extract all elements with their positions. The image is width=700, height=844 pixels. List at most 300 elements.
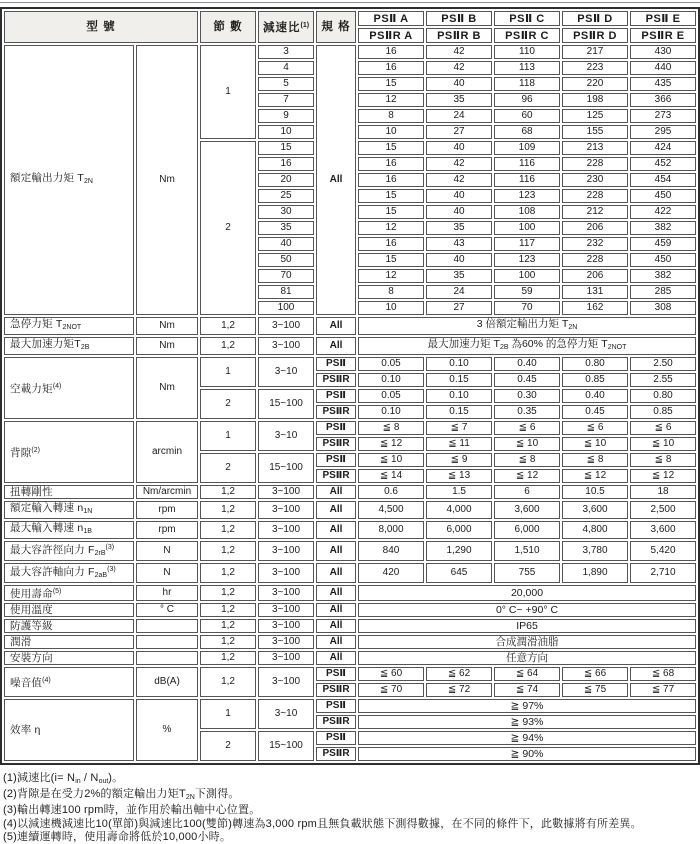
spec-cell: PSⅡR xyxy=(316,683,356,697)
value-span-cell: 最大加速力矩 $T_{2B}$ 為60% 的急停力矩 $T_{2NOT}$ xyxy=(358,337,696,355)
value-cell: 1,290 xyxy=(426,541,492,561)
stage-cell: 1,2 xyxy=(200,563,256,583)
value-cell: 40 xyxy=(426,253,492,267)
value-cell: 206 xyxy=(562,221,628,235)
stage-cell: 1,2 xyxy=(200,317,256,335)
value-cell: 40 xyxy=(426,141,492,155)
value-span-cell: ≧ 97% xyxy=(358,699,696,713)
value-cell: 0.10 xyxy=(426,389,492,403)
unit-cell: arcmin xyxy=(136,421,198,483)
param-label: 最大輸入轉速 $n_{1B}$ xyxy=(4,521,134,539)
param-label: 空載力矩$^{(4)}$ xyxy=(4,357,134,419)
value-cell: 0.10 xyxy=(358,373,424,387)
value-cell: 155 xyxy=(562,125,628,139)
ratio-cell: 10 xyxy=(258,125,314,139)
value-cell: 42 xyxy=(426,157,492,171)
spec-sheet-page xyxy=(0,2,700,844)
value-cell: 0.15 xyxy=(426,373,492,387)
param-label: 最大加速力矩$T_{2B}$ xyxy=(4,337,134,355)
value-cell: ≦ 60 xyxy=(358,667,424,681)
ratio-cell: 3~100 xyxy=(258,563,314,583)
value-cell: 10 xyxy=(358,125,424,139)
value-cell: 123 xyxy=(494,253,560,267)
value-span-cell: 3 倍額定輸出力矩 $T_{2N}$ xyxy=(358,317,696,335)
column-header: 型 號 xyxy=(4,11,198,43)
spec-table xyxy=(2,9,698,763)
spec-cell: PSⅡR xyxy=(316,405,356,419)
param-label: 效率 η xyxy=(4,699,134,761)
footnote: (4)以減速機減速比10(單節)與減速比100(雙節)轉速為3,000 rpm且無負載狀態下測得數據，在不同的條件下，此數據將有所差異。 xyxy=(3,817,642,830)
param-label: 使用壽命$^{(5)}$ xyxy=(4,585,134,601)
value-cell: 223 xyxy=(562,61,628,75)
value-cell: 15 xyxy=(358,253,424,267)
unit-cell: Nm xyxy=(136,337,198,355)
table-row xyxy=(4,421,696,435)
value-span-cell: IP65 xyxy=(358,619,696,633)
value-cell: 2,710 xyxy=(630,563,696,583)
value-cell: 96 xyxy=(494,93,560,107)
value-cell: 10 xyxy=(358,301,424,315)
value-cell: ≦ 10 xyxy=(562,437,628,451)
value-cell: 109 xyxy=(494,141,560,155)
unit-cell: ° C xyxy=(136,603,198,617)
value-cell: 1,890 xyxy=(562,563,628,583)
value-cell: 308 xyxy=(630,301,696,315)
spec-cell: All xyxy=(316,603,356,617)
spec-cell: All xyxy=(316,541,356,561)
model-header: PSⅡR D xyxy=(562,28,628,43)
value-cell: 27 xyxy=(426,125,492,139)
ratio-cell: 4 xyxy=(258,61,314,75)
ratio-cell: 15 xyxy=(258,141,314,155)
spec-cell: PSⅡ xyxy=(316,731,356,745)
value-cell: 645 xyxy=(426,563,492,583)
unit-cell: % xyxy=(136,699,198,761)
ratio-cell: 3~10 xyxy=(258,357,314,387)
value-cell: 42 xyxy=(426,173,492,187)
value-cell: 43 xyxy=(426,237,492,251)
spec-cell: All xyxy=(316,521,356,539)
value-cell: ≦ 9 xyxy=(426,453,492,467)
stage-cell: 1,2 xyxy=(200,651,256,665)
value-cell: 4,800 xyxy=(562,521,628,539)
column-header: 規 格 xyxy=(316,11,356,43)
value-cell: 430 xyxy=(630,45,696,59)
value-cell: 382 xyxy=(630,269,696,283)
table-row xyxy=(4,651,696,665)
value-cell: 435 xyxy=(630,77,696,91)
value-cell: 0.15 xyxy=(426,405,492,419)
stage-cell: 1 xyxy=(200,421,256,451)
ratio-cell: 3~100 xyxy=(258,501,314,519)
stage-cell: 1,2 xyxy=(200,501,256,519)
value-cell: 228 xyxy=(562,189,628,203)
spec-cell: PSⅡ xyxy=(316,421,356,435)
value-span-cell: ≧ 93% xyxy=(358,715,696,729)
ratio-cell: 5 xyxy=(258,77,314,91)
spec-cell: All xyxy=(316,619,356,633)
spec-cell: PSⅡ xyxy=(316,667,356,681)
value-cell: 3,600 xyxy=(562,501,628,519)
spec-cell: PSⅡR xyxy=(316,715,356,729)
value-cell: 70 xyxy=(494,301,560,315)
value-cell: ≦ 74 xyxy=(494,683,560,697)
value-cell: 117 xyxy=(494,237,560,251)
top-rule-divider xyxy=(0,2,700,3)
ratio-cell: 3~100 xyxy=(258,485,314,499)
footnote: (2)背隙是在受力2%的額定輸出力矩$T_{2N}$下測得。 xyxy=(3,788,240,802)
value-cell: 0.85 xyxy=(562,373,628,387)
value-cell: ≦ 64 xyxy=(494,667,560,681)
ratio-cell: 3~100 xyxy=(258,317,314,335)
value-cell: 212 xyxy=(562,205,628,219)
table-row xyxy=(4,619,696,633)
ratio-cell: 3~100 xyxy=(258,635,314,649)
stage-cell: 1,2 xyxy=(200,585,256,601)
value-cell: 16 xyxy=(358,45,424,59)
value-cell: 131 xyxy=(562,285,628,299)
table-row xyxy=(4,357,696,371)
column-header: 減速比$^{(1)}$ xyxy=(258,11,314,43)
model-header: PSⅡ D xyxy=(562,11,628,26)
value-cell: 59 xyxy=(494,285,560,299)
value-cell: 100 xyxy=(494,221,560,235)
value-cell: 113 xyxy=(494,61,560,75)
ratio-cell: 30 xyxy=(258,205,314,219)
value-cell: 450 xyxy=(630,189,696,203)
stage-cell: 1,2 xyxy=(200,635,256,649)
value-cell: ≦ 13 xyxy=(426,469,492,483)
value-cell: 3,780 xyxy=(562,541,628,561)
ratio-cell: 16 xyxy=(258,157,314,171)
value-cell: 420 xyxy=(358,563,424,583)
value-cell: 12 xyxy=(358,221,424,235)
param-label: 扭轉剛性 xyxy=(4,485,134,499)
ratio-cell: 3~100 xyxy=(258,521,314,539)
stage-cell: 1,2 xyxy=(200,603,256,617)
value-cell: 24 xyxy=(426,285,492,299)
value-cell: 452 xyxy=(630,157,696,171)
value-cell: 0.10 xyxy=(358,405,424,419)
ratio-cell: 35 xyxy=(258,221,314,235)
value-cell: 12 xyxy=(358,93,424,107)
value-cell: 0.85 xyxy=(630,405,696,419)
spec-cell: PSⅡR xyxy=(316,437,356,451)
stage-cell: 2 xyxy=(200,141,256,315)
model-header: PSⅡR E xyxy=(630,28,696,43)
stage-cell: 2 xyxy=(200,453,256,483)
value-cell: ≦ 8 xyxy=(630,453,696,467)
value-cell: 228 xyxy=(562,253,628,267)
value-cell: 454 xyxy=(630,173,696,187)
value-cell: ≦ 8 xyxy=(358,421,424,435)
value-cell: ≦ 62 xyxy=(426,667,492,681)
value-cell: 230 xyxy=(562,173,628,187)
param-label: 急停力矩 $T_{2NOT}$ xyxy=(4,317,134,335)
ratio-cell: 3~100 xyxy=(258,337,314,355)
value-cell: 16 xyxy=(358,157,424,171)
value-cell: 162 xyxy=(562,301,628,315)
spec-cell: All xyxy=(316,635,356,649)
ratio-cell: 9 xyxy=(258,109,314,123)
spec-table-body xyxy=(4,11,696,761)
value-cell: ≦ 68 xyxy=(630,667,696,681)
ratio-cell: 7 xyxy=(258,93,314,107)
table-row xyxy=(4,541,696,561)
stage-cell: 1,2 xyxy=(200,619,256,633)
ratio-cell: 70 xyxy=(258,269,314,283)
value-cell: 110 xyxy=(494,45,560,59)
ratio-cell: 3~100 xyxy=(258,603,314,617)
value-cell: 0.80 xyxy=(630,389,696,403)
param-label: 潤滑 xyxy=(4,635,134,649)
table-row xyxy=(4,603,696,617)
table-row xyxy=(4,337,696,355)
spec-cell: PSⅡR xyxy=(316,469,356,483)
value-cell: 0.80 xyxy=(562,357,628,371)
value-cell: 15 xyxy=(358,189,424,203)
value-cell: 15 xyxy=(358,141,424,155)
value-cell: 459 xyxy=(630,237,696,251)
param-label: 防護等級 xyxy=(4,619,134,633)
table-row xyxy=(4,317,696,335)
unit-cell: Nm/arcmin xyxy=(136,485,198,499)
value-cell: 4,000 xyxy=(426,501,492,519)
param-label: 最大容許徑向力 $F_{2rB}^{(3)}$ xyxy=(4,541,134,561)
value-cell: 40 xyxy=(426,77,492,91)
value-cell: ≦ 70 xyxy=(358,683,424,697)
ratio-cell: 81 xyxy=(258,285,314,299)
table-row xyxy=(4,501,696,519)
unit-cell xyxy=(136,651,198,665)
value-cell: 16 xyxy=(358,173,424,187)
value-cell: ≦ 66 xyxy=(562,667,628,681)
model-header: PSⅡ C xyxy=(494,11,560,26)
value-cell: 108 xyxy=(494,205,560,219)
value-cell: 2,500 xyxy=(630,501,696,519)
value-cell: 27 xyxy=(426,301,492,315)
value-cell: 2.50 xyxy=(630,357,696,371)
value-cell: 8 xyxy=(358,285,424,299)
value-cell: 4,500 xyxy=(358,501,424,519)
value-cell: 285 xyxy=(630,285,696,299)
ratio-cell: 3~100 xyxy=(258,667,314,697)
value-cell: 8,000 xyxy=(358,521,424,539)
value-cell: 424 xyxy=(630,141,696,155)
value-cell: 40 xyxy=(426,205,492,219)
value-cell: 366 xyxy=(630,93,696,107)
value-cell: ≦ 14 xyxy=(358,469,424,483)
model-header: PSⅡ E xyxy=(630,11,696,26)
unit-cell xyxy=(136,619,198,633)
value-cell: 24 xyxy=(426,109,492,123)
value-cell: ≦ 10 xyxy=(630,437,696,451)
footnotes xyxy=(0,765,700,844)
ratio-cell: 100 xyxy=(258,301,314,315)
spec-cell: All xyxy=(316,337,356,355)
ratio-cell: 40 xyxy=(258,237,314,251)
stage-cell: 1,2 xyxy=(200,485,256,499)
value-cell: 228 xyxy=(562,157,628,171)
ratio-cell: 3~100 xyxy=(258,541,314,561)
value-cell: 118 xyxy=(494,77,560,91)
spec-cell: PSⅡ xyxy=(316,389,356,403)
value-cell: 35 xyxy=(426,93,492,107)
value-cell: ≦ 6 xyxy=(494,421,560,435)
ratio-cell: 3~100 xyxy=(258,619,314,633)
unit-cell: N xyxy=(136,541,198,561)
param-label: 背隙$^{(2)}$ xyxy=(4,421,134,483)
table-row xyxy=(4,521,696,539)
value-cell: 15 xyxy=(358,77,424,91)
value-cell: ≦ 8 xyxy=(562,453,628,467)
value-cell: 0.30 xyxy=(494,389,560,403)
footnote: (3)輸出轉速100 rpm時，並作用於輸出軸中心位置。 xyxy=(3,804,261,817)
ratio-cell: 3~10 xyxy=(258,421,314,451)
table-row xyxy=(4,635,696,649)
footnote: (1)減速比$(i= N_{in} / N_{out})$。 xyxy=(3,772,124,785)
value-cell: 3,600 xyxy=(630,521,696,539)
value-cell: ≦ 6 xyxy=(630,421,696,435)
ratio-cell: 3 xyxy=(258,45,314,59)
ratio-cell: 3~10 xyxy=(258,699,314,729)
unit-cell: rpm xyxy=(136,521,198,539)
spec-cell: All xyxy=(316,563,356,583)
spec-cell: All xyxy=(316,485,356,499)
stage-cell: 1,2 xyxy=(200,337,256,355)
ratio-cell: 3~100 xyxy=(258,585,314,601)
unit-cell: dB(A) xyxy=(136,667,198,697)
value-cell: 0.45 xyxy=(494,373,560,387)
unit-cell: hr xyxy=(136,585,198,601)
value-cell: 1.5 xyxy=(426,485,492,499)
value-cell: 0.05 xyxy=(358,357,424,371)
value-cell: ≦ 10 xyxy=(358,453,424,467)
spec-cell: PSⅡR xyxy=(316,747,356,761)
table-row xyxy=(4,699,696,713)
value-cell: 40 xyxy=(426,189,492,203)
value-cell: 0.35 xyxy=(494,405,560,419)
value-span-cell: 20,000 xyxy=(358,585,696,601)
column-header: 節 數 xyxy=(200,11,256,43)
stage-cell: 1 xyxy=(200,45,256,139)
value-cell: 198 xyxy=(562,93,628,107)
value-cell: 42 xyxy=(426,61,492,75)
value-cell: 273 xyxy=(630,109,696,123)
value-cell: ≦ 12 xyxy=(494,469,560,483)
value-cell: 2.55 xyxy=(630,373,696,387)
value-cell: ≦ 12 xyxy=(358,437,424,451)
param-label: 噪音值$^{(4)}$ xyxy=(4,667,134,697)
value-cell: 16 xyxy=(358,237,424,251)
param-label: 安裝方向 xyxy=(4,651,134,665)
param-label: 使用溫度 xyxy=(4,603,134,617)
value-cell: 12 xyxy=(358,269,424,283)
value-cell: 10.5 xyxy=(562,485,628,499)
value-cell: 0.45 xyxy=(562,405,628,419)
value-cell: ≦ 75 xyxy=(562,683,628,697)
ratio-cell: 3~100 xyxy=(258,651,314,665)
unit-cell: rpm xyxy=(136,501,198,519)
value-cell: 125 xyxy=(562,109,628,123)
table-row xyxy=(4,667,696,681)
value-cell: 232 xyxy=(562,237,628,251)
table-row xyxy=(4,45,696,59)
ratio-cell: 25 xyxy=(258,189,314,203)
value-span-cell: 合成潤滑油脂 xyxy=(358,635,696,649)
value-cell: 0.40 xyxy=(562,389,628,403)
value-cell: 295 xyxy=(630,125,696,139)
unit-cell: Nm xyxy=(136,45,198,315)
spec-cell: PSⅡ xyxy=(316,453,356,467)
value-cell: 440 xyxy=(630,61,696,75)
table-row xyxy=(4,563,696,583)
value-span-cell: 任意方向 xyxy=(358,651,696,665)
value-cell: 116 xyxy=(494,157,560,171)
spec-cell: PSⅡ xyxy=(316,357,356,371)
value-cell: 0.6 xyxy=(358,485,424,499)
table-row xyxy=(4,585,696,601)
value-cell: 0.05 xyxy=(358,389,424,403)
value-cell: ≦ 11 xyxy=(426,437,492,451)
model-header: PSⅡR A xyxy=(358,28,424,43)
value-cell: 8 xyxy=(358,109,424,123)
spec-cell: PSⅡR xyxy=(316,373,356,387)
param-label: 最大容許軸向力 $F_{2aB}^{(3)}$ xyxy=(4,563,134,583)
model-header: PSⅡ A xyxy=(358,11,424,26)
value-cell: 840 xyxy=(358,541,424,561)
stage-cell: 1,2 xyxy=(200,521,256,539)
value-cell: 123 xyxy=(494,189,560,203)
ratio-cell: 20 xyxy=(258,173,314,187)
value-cell: 213 xyxy=(562,141,628,155)
model-header: PSⅡ B xyxy=(426,11,492,26)
value-cell: 100 xyxy=(494,269,560,283)
value-cell: ≦ 6 xyxy=(562,421,628,435)
value-cell: 0.10 xyxy=(426,357,492,371)
spec-cell: All xyxy=(316,501,356,519)
value-cell: 382 xyxy=(630,221,696,235)
footnote: (5)連續運轉時，使用壽命將低於10,000小時。 xyxy=(3,830,232,843)
value-cell: 116 xyxy=(494,173,560,187)
stage-cell: 1,2 xyxy=(200,541,256,561)
ratio-cell: 15~100 xyxy=(258,389,314,419)
value-cell: 6,000 xyxy=(494,521,560,539)
value-span-cell: ≧ 94% xyxy=(358,731,696,745)
ratio-cell: 50 xyxy=(258,253,314,267)
value-cell: 217 xyxy=(562,45,628,59)
value-cell: ≦ 10 xyxy=(494,437,560,451)
spec-table-container xyxy=(0,7,700,765)
value-cell: 450 xyxy=(630,253,696,267)
value-cell: 68 xyxy=(494,125,560,139)
value-cell: 3,600 xyxy=(494,501,560,519)
table-row xyxy=(4,11,696,26)
unit-cell: Nm xyxy=(136,317,198,335)
spec-cell: All xyxy=(316,651,356,665)
param-label: 額定輸入轉速 $n_{1N}$ xyxy=(4,501,134,519)
value-cell: 16 xyxy=(358,61,424,75)
model-header: PSⅡR C xyxy=(494,28,560,43)
value-cell: 755 xyxy=(494,563,560,583)
param-label: 額定輸出力矩 $T_{2N}$ xyxy=(4,45,134,315)
model-header: PSⅡR B xyxy=(426,28,492,43)
value-cell: 220 xyxy=(562,77,628,91)
spec-cell: All xyxy=(316,45,356,315)
value-cell: ≦ 7 xyxy=(426,421,492,435)
value-cell: 5,420 xyxy=(630,541,696,561)
ratio-cell: 15~100 xyxy=(258,453,314,483)
